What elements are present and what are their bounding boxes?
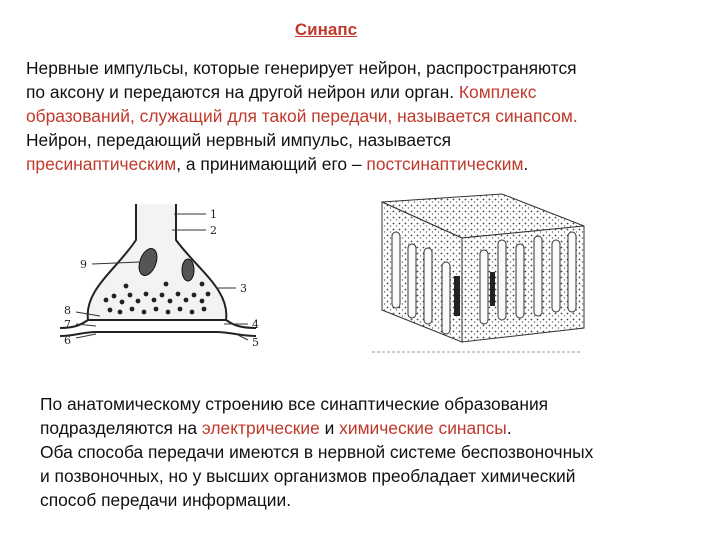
intro-text: по аксону и передаются на другой нейрон или орган. <box>26 82 459 102</box>
intro-text: , а принимающий его – <box>176 154 367 174</box>
figure-label-6: 6 <box>64 334 71 347</box>
types-text: . <box>506 418 512 438</box>
intro-line-3: образований, служащий для такой передачи, называется синапсом. <box>26 106 578 126</box>
types-line-3: Оба способа передачи имеются в нервной системе беспозвоночных <box>40 442 594 462</box>
synapse-diagram <box>56 200 276 360</box>
chemical-term: химические синапсы <box>339 418 507 438</box>
page-title: Синапс <box>294 20 358 39</box>
intro-paragraph <box>26 56 696 176</box>
presynaptic-term: пресинаптическим <box>26 154 177 174</box>
postsynaptic-term: постсинаптическим <box>366 154 524 174</box>
figure-label-9: 9 <box>80 258 87 271</box>
types-line-4: и позвоночных, но у высших организмов преобладает химический <box>40 466 576 486</box>
intro-text: . <box>523 154 529 174</box>
intro-line-2 <box>26 80 696 104</box>
types-text: и <box>319 418 340 438</box>
types-text: подразделяются на <box>40 418 202 438</box>
types-line-5: способ передачи информации. <box>40 490 292 510</box>
figure-label-4: 4 <box>252 318 259 331</box>
figure-label-3: 3 <box>240 282 247 295</box>
highlight-term: Комплекс <box>458 82 537 102</box>
types-line-2 <box>40 416 700 440</box>
intro-line-1: Нервные импульсы, которые генерирует нейрон, распространяются <box>26 58 577 78</box>
figure-label-1: 1 <box>210 208 217 221</box>
intro-line-4: Нейрон, передающий нервный импульс, называется <box>26 130 452 150</box>
figure-label-2: 2 <box>210 224 217 237</box>
intro-line-5 <box>26 152 696 176</box>
types-line-1: По анатомическому строению все синаптические образования <box>40 394 549 414</box>
figure-label-7: 7 <box>64 318 71 331</box>
figure-label-8: 8 <box>64 304 71 317</box>
types-paragraph <box>40 392 700 512</box>
electrical-term: электрические <box>201 418 320 438</box>
figure-label-5: 5 <box>252 336 259 349</box>
membrane-illustration <box>362 192 592 360</box>
